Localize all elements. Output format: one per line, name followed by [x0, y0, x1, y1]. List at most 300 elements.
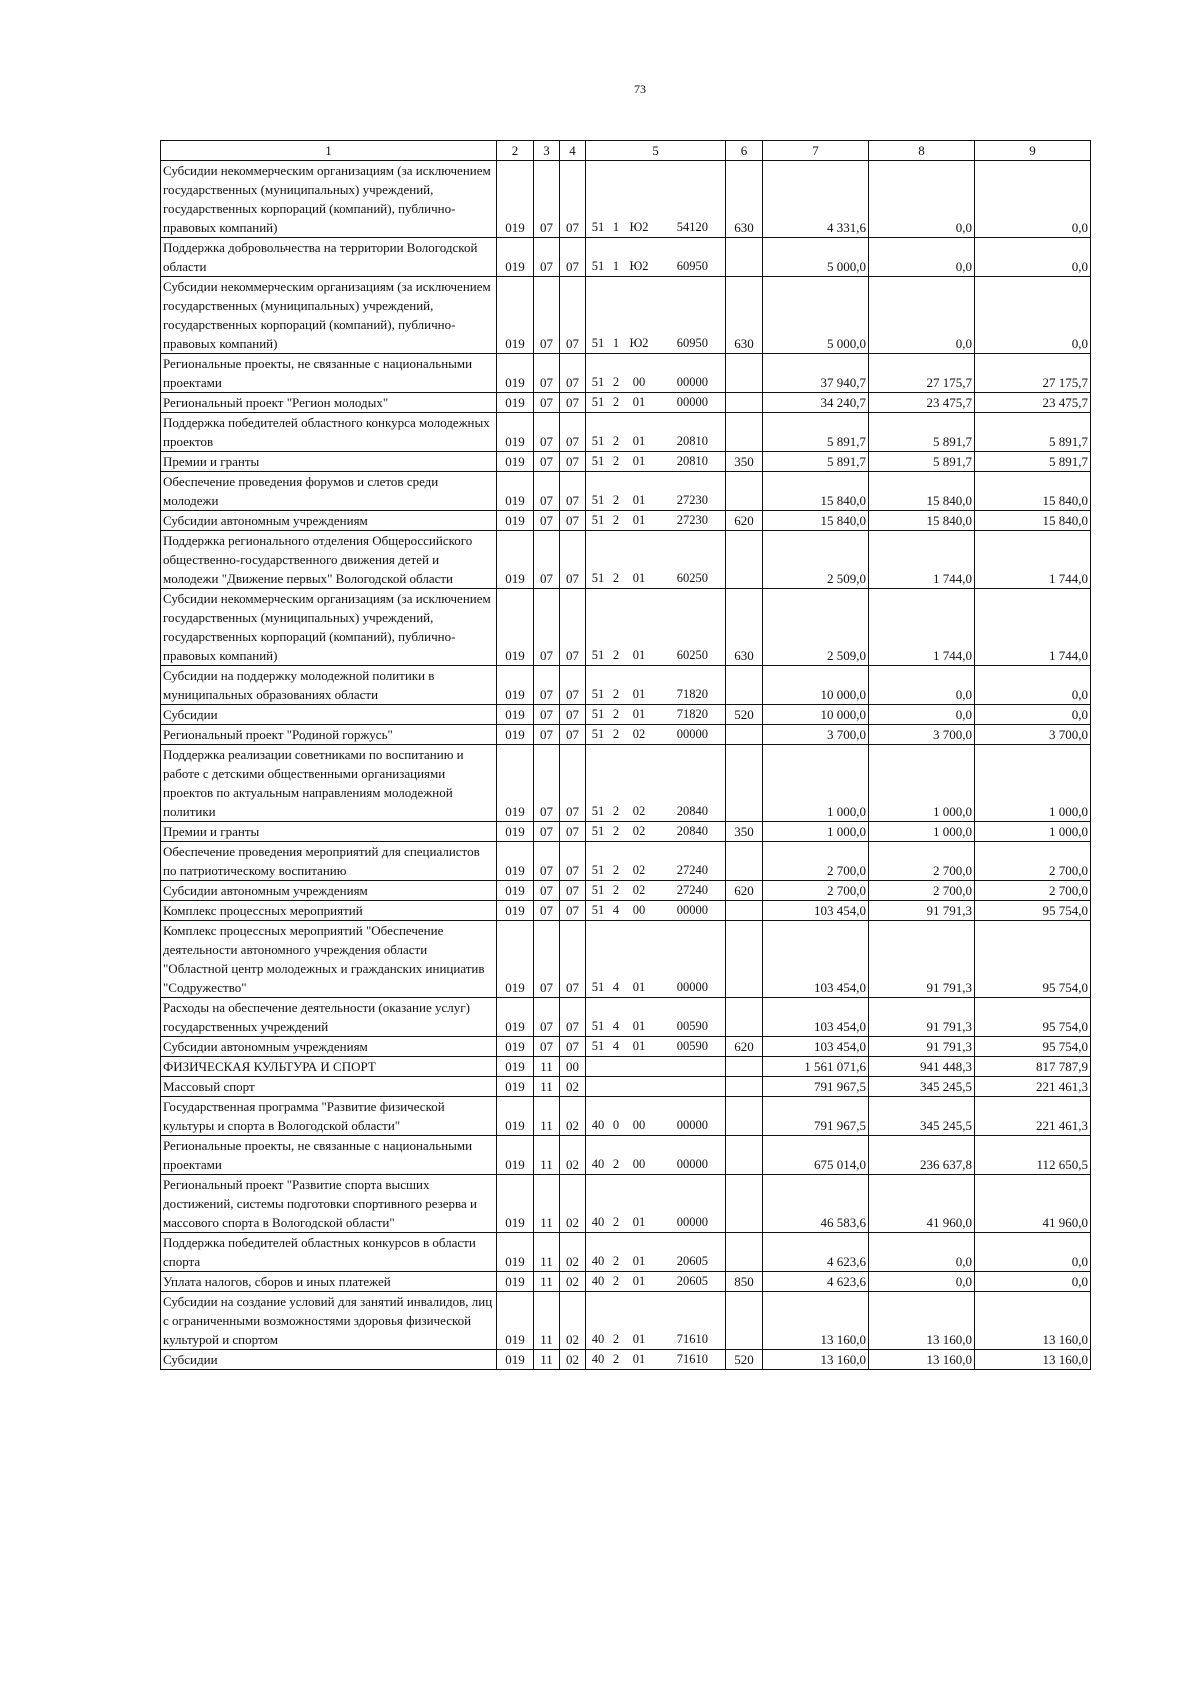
- target-article-code: [586, 1350, 726, 1370]
- direction-code: 00000: [676, 1215, 708, 1229]
- direction-code: 00000: [676, 980, 708, 994]
- expense-type-code: [726, 1057, 763, 1077]
- direction-code: 20810: [676, 434, 708, 448]
- direction-code: 00000: [676, 903, 708, 917]
- program-code: 51: [591, 454, 605, 468]
- program-code: 51: [591, 883, 605, 897]
- column-header: 3: [534, 141, 560, 161]
- subsection-code: 07: [560, 452, 586, 472]
- amount-col-7: 2 700,0: [763, 842, 869, 881]
- expense-type-code: 620: [726, 1037, 763, 1057]
- ministry-code: 019: [497, 277, 534, 354]
- ministry-code: 019: [497, 472, 534, 511]
- direction-code: 20810: [676, 454, 708, 468]
- table-row: [161, 472, 1091, 511]
- program-code: 51: [591, 571, 605, 585]
- amount-col-7: 34 240,7: [763, 393, 869, 413]
- expense-type-code: 620: [726, 881, 763, 901]
- subsection-code: 07: [560, 1037, 586, 1057]
- column-header: 2: [497, 141, 534, 161]
- target-article-code: [586, 511, 726, 531]
- table-row: [161, 238, 1091, 277]
- target-article-code: [586, 1037, 726, 1057]
- project-code: 02: [632, 727, 646, 741]
- direction-code: 00000: [676, 1118, 708, 1132]
- amount-col-7: 37 940,7: [763, 354, 869, 393]
- project-code: 01: [632, 1019, 646, 1033]
- target-article-code: [586, 998, 726, 1037]
- row-name: Комплекс процессных мероприятий: [161, 901, 497, 921]
- target-article-code: [586, 881, 726, 901]
- row-name: Субсидии автономным учреждениям: [161, 511, 497, 531]
- table-row: [161, 354, 1091, 393]
- amount-col-7: 3 700,0: [763, 725, 869, 745]
- amount-col-7: 675 014,0: [763, 1136, 869, 1175]
- section-code: 07: [534, 413, 560, 452]
- amount-col-9: 0,0: [975, 1233, 1091, 1272]
- type-code: 1: [612, 220, 620, 234]
- amount-col-9: 41 960,0: [975, 1175, 1091, 1233]
- row-name: Субсидии некоммерческим организациям (за исключением государственных (муниципальных) учреждений, государственных корпораций (компаний), публично-правовых компаний): [161, 277, 497, 354]
- amount-col-7: 5 000,0: [763, 238, 869, 277]
- ministry-code: 019: [497, 745, 534, 822]
- amount-col-8: 345 245,5: [869, 1077, 975, 1097]
- target-article-code: [586, 531, 726, 589]
- expense-type-code: [726, 1292, 763, 1350]
- table-row: [161, 1057, 1091, 1077]
- section-code: 07: [534, 921, 560, 998]
- amount-col-7: 1 561 071,6: [763, 1057, 869, 1077]
- amount-col-8: 941 448,3: [869, 1057, 975, 1077]
- amount-col-8: 0,0: [869, 705, 975, 725]
- ministry-code: 019: [497, 1077, 534, 1097]
- direction-code: 00590: [676, 1039, 708, 1053]
- section-code: 11: [534, 1233, 560, 1272]
- section-code: 07: [534, 161, 560, 238]
- project-code: 01: [632, 395, 646, 409]
- project-code: 02: [632, 883, 646, 897]
- program-code: 51: [591, 804, 605, 818]
- amount-col-9: 95 754,0: [975, 1037, 1091, 1057]
- subsection-code: 07: [560, 589, 586, 666]
- direction-code: 60950: [676, 336, 708, 350]
- table-row: [161, 998, 1091, 1037]
- amount-col-8: 0,0: [869, 238, 975, 277]
- amount-col-9: 2 700,0: [975, 842, 1091, 881]
- row-name: Региональный проект "Регион молодых": [161, 393, 497, 413]
- program-code: 51: [591, 707, 605, 721]
- table-row: [161, 511, 1091, 531]
- column-header: 1: [161, 141, 497, 161]
- table-row: [161, 921, 1091, 998]
- type-code: 4: [612, 1039, 620, 1053]
- column-header: 4: [560, 141, 586, 161]
- program-code: 51: [591, 980, 605, 994]
- amount-col-7: 5 000,0: [763, 277, 869, 354]
- section-code: 07: [534, 452, 560, 472]
- subsection-code: 07: [560, 277, 586, 354]
- project-code: 01: [632, 648, 646, 662]
- amount-col-9: 15 840,0: [975, 472, 1091, 511]
- target-article-code: [586, 1292, 726, 1350]
- direction-code: 20840: [676, 804, 708, 818]
- column-header: 8: [869, 141, 975, 161]
- ministry-code: 019: [497, 589, 534, 666]
- amount-col-7: 1 000,0: [763, 745, 869, 822]
- amount-col-8: 0,0: [869, 666, 975, 705]
- program-code: 51: [591, 1039, 605, 1053]
- section-code: 11: [534, 1097, 560, 1136]
- project-code: 01: [632, 454, 646, 468]
- subsection-code: 02: [560, 1077, 586, 1097]
- table-row: [161, 1272, 1091, 1292]
- column-header: 9: [975, 141, 1091, 161]
- subsection-code: 02: [560, 1136, 586, 1175]
- ministry-code: 019: [497, 452, 534, 472]
- project-code: Ю2: [629, 259, 649, 273]
- target-article-code: [586, 354, 726, 393]
- target-article-code: [586, 666, 726, 705]
- row-name: Субсидии на поддержку молодежной политики в муниципальных образованиях области: [161, 666, 497, 705]
- project-code: 01: [632, 980, 646, 994]
- expense-type-code: [726, 1175, 763, 1233]
- ministry-code: 019: [497, 705, 534, 725]
- section-code: 07: [534, 881, 560, 901]
- expense-type-code: 520: [726, 1350, 763, 1370]
- amount-col-9: 13 160,0: [975, 1292, 1091, 1350]
- section-code: 07: [534, 238, 560, 277]
- amount-col-7: 1 000,0: [763, 822, 869, 842]
- row-name: Поддержка добровольчества на территории Вологодской области: [161, 238, 497, 277]
- table-row: [161, 452, 1091, 472]
- direction-code: 71610: [676, 1332, 708, 1346]
- program-code: 51: [591, 375, 605, 389]
- row-name: Субсидии: [161, 1350, 497, 1370]
- amount-col-8: 23 475,7: [869, 393, 975, 413]
- section-code: 07: [534, 666, 560, 705]
- row-name: Субсидии некоммерческим организациям (за исключением государственных (муниципальных) учреждений, государственных корпораций (компаний), публично-правовых компаний): [161, 161, 497, 238]
- amount-col-7: 4 331,6: [763, 161, 869, 238]
- ministry-code: 019: [497, 921, 534, 998]
- budget-table: [160, 140, 1091, 1370]
- expense-type-code: [726, 998, 763, 1037]
- subsection-code: 07: [560, 238, 586, 277]
- type-code: 2: [612, 1254, 620, 1268]
- expense-type-code: [726, 531, 763, 589]
- table-row: [161, 1350, 1091, 1370]
- amount-col-7: 15 840,0: [763, 511, 869, 531]
- amount-col-8: 15 840,0: [869, 511, 975, 531]
- program-code: 40: [591, 1332, 605, 1346]
- amount-col-9: 95 754,0: [975, 901, 1091, 921]
- amount-col-8: 3 700,0: [869, 725, 975, 745]
- amount-col-8: 41 960,0: [869, 1175, 975, 1233]
- amount-col-9: 1 744,0: [975, 589, 1091, 666]
- section-code: 11: [534, 1350, 560, 1370]
- type-code: 2: [612, 1352, 620, 1366]
- ministry-code: 019: [497, 881, 534, 901]
- ministry-code: 019: [497, 1292, 534, 1350]
- table-row: [161, 666, 1091, 705]
- amount-col-8: 5 891,7: [869, 452, 975, 472]
- table-row: [161, 393, 1091, 413]
- target-article-code: [586, 413, 726, 452]
- expense-type-code: [726, 393, 763, 413]
- row-name: Поддержка победителей областного конкурса молодежных проектов: [161, 413, 497, 452]
- table-row: [161, 1097, 1091, 1136]
- expense-type-code: [726, 354, 763, 393]
- amount-col-7: 2 700,0: [763, 881, 869, 901]
- type-code: 2: [612, 513, 620, 527]
- ministry-code: 019: [497, 413, 534, 452]
- ministry-code: 019: [497, 1350, 534, 1370]
- expense-type-code: 350: [726, 822, 763, 842]
- amount-col-8: 5 891,7: [869, 413, 975, 452]
- section-code: 07: [534, 531, 560, 589]
- program-code: 40: [591, 1215, 605, 1229]
- program-code: 51: [591, 220, 605, 234]
- target-article-code: [586, 277, 726, 354]
- section-code: 07: [534, 393, 560, 413]
- amount-col-8: 27 175,7: [869, 354, 975, 393]
- amount-col-9: 15 840,0: [975, 511, 1091, 531]
- table-row: [161, 1136, 1091, 1175]
- subsection-code: 07: [560, 822, 586, 842]
- project-code: 02: [632, 804, 646, 818]
- section-code: 07: [534, 725, 560, 745]
- target-article-code: [586, 921, 726, 998]
- row-name: Премии и гранты: [161, 452, 497, 472]
- amount-col-8: 2 700,0: [869, 842, 975, 881]
- program-code: 51: [591, 863, 605, 877]
- type-code: 2: [612, 1274, 620, 1288]
- ministry-code: 019: [497, 666, 534, 705]
- subsection-code: 07: [560, 705, 586, 725]
- amount-col-7: 2 509,0: [763, 531, 869, 589]
- project-code: 01: [632, 687, 646, 701]
- expense-type-code: 630: [726, 161, 763, 238]
- direction-code: 27230: [676, 493, 708, 507]
- direction-code: 71820: [676, 687, 708, 701]
- section-code: 11: [534, 1175, 560, 1233]
- project-code: 01: [632, 1039, 646, 1053]
- table-row: [161, 413, 1091, 452]
- subsection-code: 07: [560, 393, 586, 413]
- amount-col-8: 1 744,0: [869, 531, 975, 589]
- type-code: 2: [612, 395, 620, 409]
- subsection-code: 02: [560, 1272, 586, 1292]
- row-name: Расходы на обеспечение деятельности (оказание услуг) государственных учреждений: [161, 998, 497, 1037]
- amount-col-7: 10 000,0: [763, 705, 869, 725]
- program-code: 40: [591, 1274, 605, 1288]
- row-name: Региональный проект "Родиной горжусь": [161, 725, 497, 745]
- row-name: Субсидии: [161, 705, 497, 725]
- section-code: 11: [534, 1057, 560, 1077]
- type-code: 2: [612, 883, 620, 897]
- project-code: Ю2: [629, 336, 649, 350]
- project-code: 00: [632, 375, 646, 389]
- amount-col-9: 95 754,0: [975, 921, 1091, 998]
- program-code: 51: [591, 395, 605, 409]
- section-code: 07: [534, 842, 560, 881]
- row-name: Субсидии автономным учреждениям: [161, 1037, 497, 1057]
- subsection-code: 02: [560, 1097, 586, 1136]
- amount-col-8: 0,0: [869, 161, 975, 238]
- amount-col-7: 103 454,0: [763, 998, 869, 1037]
- project-code: 00: [632, 903, 646, 917]
- subsection-code: 02: [560, 1175, 586, 1233]
- type-code: 0: [612, 1118, 620, 1132]
- amount-col-9: 0,0: [975, 1272, 1091, 1292]
- amount-col-7: 791 967,5: [763, 1077, 869, 1097]
- section-code: 07: [534, 277, 560, 354]
- amount-col-8: 91 791,3: [869, 998, 975, 1037]
- amount-col-8: 1 000,0: [869, 745, 975, 822]
- program-code: 40: [591, 1352, 605, 1366]
- amount-col-7: 103 454,0: [763, 901, 869, 921]
- target-article-code: [586, 1272, 726, 1292]
- row-name: Комплекс процессных мероприятий "Обеспечение деятельности автономного учреждения области "Областной центр молодежных и гражданских инициатив "Содружество": [161, 921, 497, 998]
- table-row: [161, 1175, 1091, 1233]
- table-row: [161, 745, 1091, 822]
- project-code: 01: [632, 707, 646, 721]
- row-name: Поддержка победителей областных конкурсов в области спорта: [161, 1233, 497, 1272]
- type-code: 2: [612, 571, 620, 585]
- subsection-code: 02: [560, 1292, 586, 1350]
- amount-col-9: 1 000,0: [975, 745, 1091, 822]
- project-code: Ю2: [629, 220, 649, 234]
- amount-col-7: 4 623,6: [763, 1272, 869, 1292]
- subsection-code: 02: [560, 1233, 586, 1272]
- row-name: Субсидии автономным учреждениям: [161, 881, 497, 901]
- amount-col-9: 0,0: [975, 277, 1091, 354]
- section-code: 11: [534, 1272, 560, 1292]
- direction-code: 71820: [676, 707, 708, 721]
- direction-code: 00000: [676, 375, 708, 389]
- target-article-code: [586, 1097, 726, 1136]
- program-code: 40: [591, 1157, 605, 1171]
- target-article-code: [586, 1077, 726, 1097]
- row-name: Субсидии некоммерческим организациям (за исключением государственных (муниципальных) учреждений, государственных корпораций (компаний), публично-правовых компаний): [161, 589, 497, 666]
- amount-col-8: 91 791,3: [869, 1037, 975, 1057]
- subsection-code: 07: [560, 472, 586, 511]
- column-header: 7: [763, 141, 869, 161]
- amount-col-7: 15 840,0: [763, 472, 869, 511]
- table-row: [161, 161, 1091, 238]
- ministry-code: 019: [497, 1037, 534, 1057]
- amount-col-8: 91 791,3: [869, 921, 975, 998]
- amount-col-8: 1 000,0: [869, 822, 975, 842]
- type-code: 4: [612, 903, 620, 917]
- table-body: [161, 161, 1091, 1370]
- direction-code: 60950: [676, 259, 708, 273]
- ministry-code: 019: [497, 822, 534, 842]
- program-code: 51: [591, 434, 605, 448]
- table-row: [161, 277, 1091, 354]
- amount-col-9: 0,0: [975, 705, 1091, 725]
- row-name: Региональный проект "Развитие спорта высших достижений, системы подготовки спортивного резерва и массового спорта в Вологодской области": [161, 1175, 497, 1233]
- target-article-code: [586, 842, 726, 881]
- target-article-code: [586, 589, 726, 666]
- section-code: 07: [534, 745, 560, 822]
- type-code: 2: [612, 648, 620, 662]
- project-code: 01: [632, 1274, 646, 1288]
- amount-col-9: 95 754,0: [975, 998, 1091, 1037]
- amount-col-9: 3 700,0: [975, 725, 1091, 745]
- amount-col-7: 103 454,0: [763, 921, 869, 998]
- subsection-code: 02: [560, 1350, 586, 1370]
- amount-col-8: 2 700,0: [869, 881, 975, 901]
- ministry-code: 019: [497, 1136, 534, 1175]
- type-code: 2: [612, 434, 620, 448]
- target-article-code: [586, 705, 726, 725]
- type-code: 4: [612, 980, 620, 994]
- amount-col-9: 0,0: [975, 666, 1091, 705]
- subsection-code: 07: [560, 901, 586, 921]
- amount-col-7: 2 509,0: [763, 589, 869, 666]
- amount-col-9: 5 891,7: [975, 452, 1091, 472]
- amount-col-9: 221 461,3: [975, 1077, 1091, 1097]
- table-row: [161, 1077, 1091, 1097]
- type-code: 2: [612, 687, 620, 701]
- amount-col-7: 13 160,0: [763, 1292, 869, 1350]
- subsection-code: 07: [560, 998, 586, 1037]
- amount-col-8: 13 160,0: [869, 1292, 975, 1350]
- type-code: 2: [612, 1157, 620, 1171]
- amount-col-7: 4 623,6: [763, 1233, 869, 1272]
- ministry-code: 019: [497, 354, 534, 393]
- ministry-code: 019: [497, 161, 534, 238]
- amount-col-9: 23 475,7: [975, 393, 1091, 413]
- project-code: 00: [632, 1157, 646, 1171]
- target-article-code: [586, 1233, 726, 1272]
- section-code: 11: [534, 1136, 560, 1175]
- target-article-code: [586, 822, 726, 842]
- amount-col-9: 1 744,0: [975, 531, 1091, 589]
- page-number: 73: [634, 82, 646, 96]
- ministry-code: 019: [497, 998, 534, 1037]
- table-header-row: [161, 141, 1091, 161]
- target-article-code: [586, 1136, 726, 1175]
- project-code: 01: [632, 1215, 646, 1229]
- table-row: [161, 589, 1091, 666]
- amount-col-7: 46 583,6: [763, 1175, 869, 1233]
- program-code: 40: [591, 1118, 605, 1132]
- type-code: 1: [612, 336, 620, 350]
- project-code: 02: [632, 824, 646, 838]
- target-article-code: [586, 725, 726, 745]
- expense-type-code: [726, 1136, 763, 1175]
- subsection-code: 07: [560, 413, 586, 452]
- section-code: 07: [534, 472, 560, 511]
- target-article-code: [586, 901, 726, 921]
- target-article-code: [586, 745, 726, 822]
- row-name: Обеспечение проведения форумов и слетов среди молодежи: [161, 472, 497, 511]
- expense-type-code: [726, 921, 763, 998]
- amount-col-7: 5 891,7: [763, 452, 869, 472]
- row-name: Обеспечение проведения мероприятий для специалистов по патриотическому воспитанию: [161, 842, 497, 881]
- type-code: 2: [612, 454, 620, 468]
- program-code: 51: [591, 1019, 605, 1033]
- ministry-code: 019: [497, 725, 534, 745]
- expense-type-code: [726, 901, 763, 921]
- direction-code: 60250: [676, 648, 708, 662]
- section-code: 07: [534, 901, 560, 921]
- expense-type-code: 520: [726, 705, 763, 725]
- ministry-code: 019: [497, 511, 534, 531]
- program-code: 51: [591, 824, 605, 838]
- amount-col-8: 91 791,3: [869, 901, 975, 921]
